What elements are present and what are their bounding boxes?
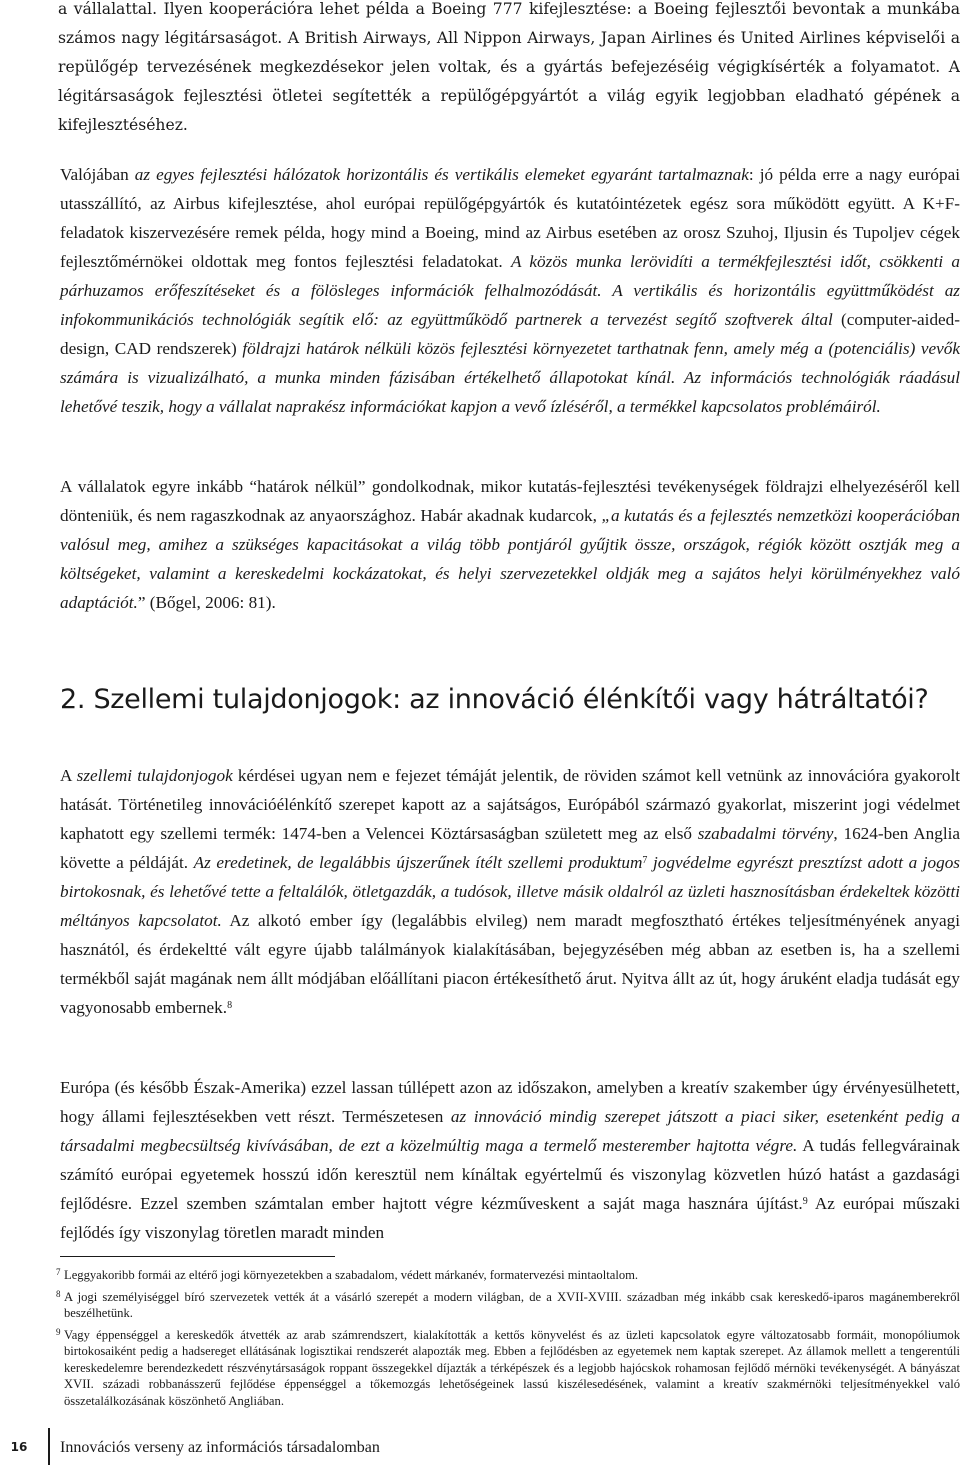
- text-run: Valójában: [60, 165, 135, 184]
- text-run: a vállalattal. Ilyen kooperációra lehet példa a Boeing 777 kifejlesztése: a Boeing fejlesztői bevontak a munkába számos nagy légitársaságot. A British Airways, All Nippon Airways, Japan Airlines és United Airlines képviselői a repülőgép tervezésének megkezdésekor jelen voltak, és a gyártás befejezéséig végigkísérték a folyamatot. A légitársaságok fejlesztési ötletei segítették a repülőgépgyártót a világ egyik legjobban eladható gépének a kifejlesztéséhez.: [58, 0, 960, 134]
- footnote-9: [56, 1326, 960, 1410]
- italic-run: „a kutatás és a fejlesztés nemzetközi kooperációban valósul meg, amihez a szükséges kapacitásokat a világ több pontjáról gyűjtik össze, országok, régiók között osztják meg a költségeket, valamint a kereskedelmi kockázatokat, és helyi szervezetekkel oldják meg a sajátos helyi körülményekhez való adaptációt.: [60, 506, 960, 612]
- text-run: A: [60, 766, 77, 785]
- footnote-ref: 8: [227, 1000, 233, 1011]
- text-run: Az európai műszaki fejlődés így viszonylag töretlen maradt minden: [60, 1194, 960, 1242]
- footnote-separator: [60, 1256, 335, 1257]
- text-run: : jó példa erre a nagy európai utasszállító, az Airbus kifejlesztése, ahol európai repülőgépgyártók és kutatóintézetek egész sora működött együtt. A K+F-feladatok kiszervezésére remek példa, hogy mind a Boeing, mind az Airbus esetében az orosz Szuhoj, Iljusin és Tupoljev cégek fejlesztőmérnökei oldottak meg fontos fejlesztési feladatokat.: [60, 165, 960, 271]
- paragraph-intellectual-property: [60, 761, 960, 1022]
- text-run: ” (Bőgel, 2006: 81).: [137, 593, 276, 612]
- paragraph-development-networks: [60, 160, 960, 421]
- footnote-7: [56, 1267, 960, 1284]
- italic-run: az innováció mindig szerepet játszott a piaci siker, esetenként pedig a társadalmi megbecsültség kivívásában, de ezt a közelmúltig maga a termelő mesterember hajtotta végre.: [60, 1107, 960, 1155]
- footnote-number: 8: [56, 1288, 61, 1299]
- text-run: (computer-aided-design, CAD rendszerek): [60, 310, 960, 358]
- paragraph-europe-innovation: [60, 1073, 960, 1247]
- text-run: , 1624-ben Anglia követte a példáját.: [60, 824, 960, 872]
- running-footer: Innovációs verseny az információs társadalomban: [60, 1439, 380, 1456]
- footer-divider: [48, 1428, 50, 1465]
- italic-run: földrajzi határok nélküli közös fejlesztési környezetet tarthatnak fenn, amely még a (potenciális) vevők számára is vizualizálható, a munka minden fázisában értékelhető állapotokat kínál. Az információs technológiák ráadásul lehetővé teszik, hogy a vállalat naprakész információkat kapjon a vevő ízléséről, a termékkel kapcsolatos problémáiról.: [60, 339, 960, 416]
- footnotes: [56, 1267, 960, 1414]
- section-heading: 2. Szellemi tulajdonjogok: az innováció élénkítői vagy hátráltatói?: [60, 684, 929, 715]
- footnote-8: [56, 1288, 960, 1322]
- paragraph-boeing: [58, 0, 960, 140]
- page-number: 16: [10, 1440, 28, 1454]
- footnote-text: A jogi személyiséggel bíró szervezetek vették át a vásárló szerepét a modern világban, de a XVII-XVIII. században még inkább csak kereskedő-iparos magánemberekről beszélhetünk.: [64, 1289, 960, 1320]
- footnote-ref: 7: [642, 855, 648, 866]
- italic-run: A közös munka lerövidíti a termékfejlesztési időt, csökkenti a párhuzamos erőfeszítéseket és a fölösleges információk felhalmozódását. A vertikális és horizontális együttműködést az infokommunikációs technológiák segítik elő: az együttműködő partnerek a tervezést segítő szoftverek által: [60, 252, 960, 329]
- text-run: Európa (és később Észak-Amerika) ezzel lassan túllépett azon az időszakon, amelyben a kreatív szakember úgy érvényesülhetett, hogy állami fejlesztésekben vett részt. Természetesen: [60, 1078, 960, 1126]
- text-run: Az alkotó ember így (legalábbis elvileg) nem maradt megfosztható értékes teljesítményének anyagi hasznától, és érdekeltté vált egyre újabb találmányok kialakításában, bejegyzésében még abban az esetben is, ha a szellemi termékből saját magának nem állt módjában előállítani piacon értékesíthető árut. Nyitva állt az út, hogy áruként eladja tudását egy vagyonosabb embernek.: [60, 911, 960, 1017]
- italic-run: szabadalmi törvény: [697, 824, 834, 843]
- italic-run: Az eredetinek, de legalábbis újszerűnek ítélt szellemi produktum: [193, 853, 643, 872]
- italic-run: jogvédelme egyrészt presztízst adott a jogos birtokosnak, és lehetővé tette a feltalálók, ötletgazdák, a tudósok, illetve másik oldalról az üzleti hasznosításban érdekeltek közötti méltányos kapcsolatot.: [60, 853, 960, 930]
- footnote-number: 7: [56, 1267, 61, 1277]
- footnote-text: Vagy éppenséggel a kereskedők átvették az arab számrendszert, kialakították a kettős könyvelést és az üzleti kapcsolatok egyre változatosabb formáit, monopóliumok birtokosaiként pedig a hadsereget ellátásának logisztikai rendszerét alapozták meg. Ebben a fejlődésben az egyetemek nem kaptak szerepet. Az államok mellett a tengerentúli kereskedelemre berendezkedett részvénytársaságok roppant összegekkel díjazták a térképészek és a legjobb hajócskok rohamosan fejlődő mérnöki tevékenységét. A bányászat XVII. századi robbanásszerű fejlődése éppenséggel a tőkemozgás lehetőségeinek lassú kiszélesedésének, valamint a kreatív szakmérnöki teljesítményekkel való összetalálkozásának köszönhető Angliában.: [64, 1327, 960, 1408]
- italic-run: az egyes fejlesztési hálózatok horizontális és vertikális elemeket egyaránt tartalmaznak: [134, 165, 749, 184]
- footnote-ref: 9: [802, 1196, 808, 1207]
- footnote-text: Leggyakoribb formái az eltérő jogi környezetekben a szabadalom, védett márkanév, formatervezési mintaoltalom.: [64, 1268, 639, 1282]
- paragraph-borderless-rd: [60, 472, 960, 617]
- footnote-number: 9: [56, 1326, 61, 1337]
- text-run: A vállalatok egyre inkább “határok nélkül” gondolkodnak, mikor kutatás-fejlesztési tevékenységek földrajzi elhelyezéséről kell dönteniük, és nem ragaszkodnak az anyaországhoz. Habár akadnak kudarcok,: [60, 477, 960, 525]
- italic-run: szellemi tulajdonjogok: [76, 766, 233, 785]
- text-run: kérdései ugyan nem e fejezet témáját jelentik, de röviden számot kell vetnünk az innovációra gyakorolt hatását. Történetileg innovációélénkítő szerepet kapott az a sajátságos, Európából származó gyakorlat, miszerint jogi védelmet kaphatott egy szellemi termék: 1474-ben a Velencei Köztársaságban született meg az első: [60, 766, 960, 843]
- text-run: A tudás fellegvárainak számító európai egyetemek hosszú időn keresztül nem kínáltak egyértelmű és viszonylag közvetlen húzó hatást a gazdasági fejlődésre. Ezzel szemben számtalan ember hajtott végre kézműveskent a saját maga hasznára újítást.: [60, 1136, 960, 1213]
